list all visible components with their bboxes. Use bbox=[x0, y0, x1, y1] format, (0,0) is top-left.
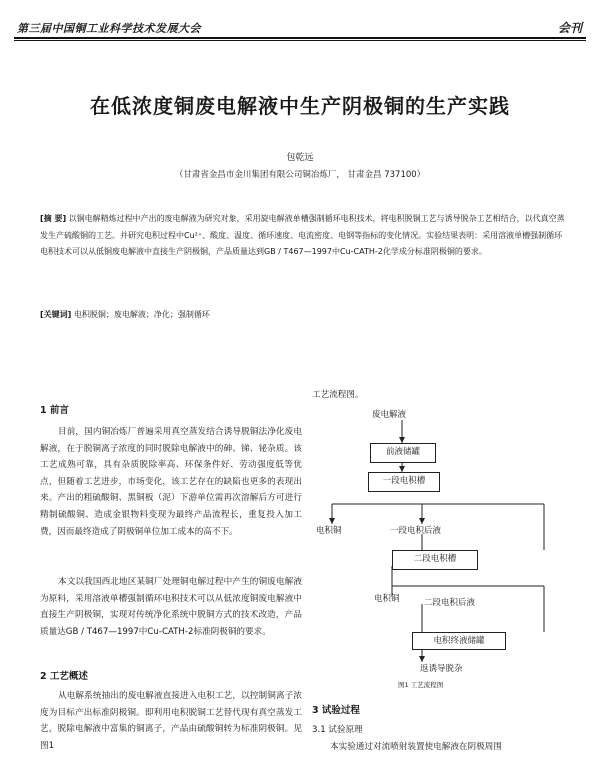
flow-box-stage1-cell: 一段电积槽 bbox=[368, 472, 440, 492]
flow-box-stage2-cell: 二段电积槽 bbox=[392, 550, 478, 570]
section3-subheading: 3.1 试验原理 bbox=[312, 725, 363, 735]
abstract-label: [摘 要] bbox=[40, 214, 67, 223]
flow-out2-liquor: 二段电积后液 bbox=[424, 598, 476, 608]
author: 包乾远 bbox=[286, 153, 314, 163]
process-flowchart bbox=[312, 400, 574, 680]
flow-box-final-tank: 电积终液储罐 bbox=[412, 632, 506, 650]
flow-out1-copper: 电积铜 bbox=[316, 526, 342, 536]
affiliation: （甘肃省金昌市金川集团有限公司铜冶炼厂， 甘肃金昌 737100） bbox=[174, 170, 426, 180]
section3-heading: 3 试验过程 bbox=[312, 705, 360, 716]
flow-box-feed-tank: 前液储罐 bbox=[370, 443, 436, 463]
keywords-text: 电积脱铜；废电解液；净化；强制循环 bbox=[73, 310, 210, 319]
publication-type: 会刊 bbox=[557, 21, 582, 35]
flow-out1-liquor: 一段电积后液 bbox=[390, 526, 442, 536]
abstract bbox=[40, 211, 568, 261]
flow-out2-copper: 电积铜 bbox=[374, 594, 400, 604]
keywords bbox=[40, 309, 560, 320]
flowchart-intro: 工艺流程图。 bbox=[312, 390, 364, 400]
section3-para1: 本实验通过对流喷射装置使电解液在阴极周围 bbox=[330, 742, 502, 752]
section1-heading: 1 前言 bbox=[40, 405, 69, 416]
conference-header: 第三届中国铜工业科学技术发展大会 bbox=[17, 22, 201, 35]
section1-para2: 本文以我国西北地区某铜厂处理铜电解过程中产生的铜废电解液为原料，采用溶液单槽强制循环电积技术可以从低浓度铜废电解液中直接生产阴极铜，实现对传统净化系统中脱铜方式的技术改造，产品质量达GB / T467—1997中Cu-CATH-2标准阴极铜的要求。 bbox=[40, 577, 302, 637]
flow-start: 废电解液 bbox=[372, 410, 407, 420]
figure-caption: 图1 工艺流程图 bbox=[398, 681, 444, 689]
section2-para1: 从电解系统抽出的废电解液直接进入电积工艺，以控制铜离子浓度为目标产出标准阴极铜。即利用电积脱铜工艺替代现有真空蒸发工艺，脱除电解液中富集的铜离子，产品由硫酸铜转为标准阴极铜。见图1 bbox=[40, 691, 302, 751]
paper-title: 在低浓度铜废电解液中生产阴极铜的生产实践 bbox=[90, 94, 510, 118]
section2-heading: 2 工艺概述 bbox=[40, 671, 88, 682]
flow-end: 返诱导脱杂 bbox=[420, 664, 463, 674]
abstract-text: 以铜电解精炼过程中产出的废电解液为研究对象，采用旋电解液单槽强制循环电积技术，将电积脱铜工艺与诱导脱杂工艺相结合，以代真空蒸发生产硫酸铜的工艺。并研究电积过程中Cu²⁺、酸度、温度、循环速度、电流密度、电钢等指标的变化情况。实验结果表明：采用溶液单槽强制循环电积技术可以从低铜废电解液中直接生产阴极铜，产品质量达到GB / T467—1997中Cu-CATH-2化学成分标准阴极铜的要求。 bbox=[40, 214, 565, 256]
header-rule bbox=[14, 37, 586, 39]
header-rule-thin bbox=[14, 40, 586, 41]
keywords-label: [关键词] bbox=[40, 310, 72, 319]
section1-para1: 目前，国内铜冶炼厂普遍采用真空蒸发结合诱导脱铜法净化废电解液，在于脱铜离子浓度的同时脱除电解液中的砷、锑、铋杂质。该工艺成熟可靠，具有杂质脱除率高、环保条件好、劳动强度低等优点，但随着工艺进步，市场变化，该工艺存在的缺陷也更多的表现出来。产出的粗硫酸铜、黑铜板（泥）下游单位需再次溶解后方可进行精制硫酸铜、造成金银物料变现为最终产品流程长，重复投入加工费，因而最终造成了阴极铜单位加工成本的高不下。 bbox=[40, 427, 302, 537]
